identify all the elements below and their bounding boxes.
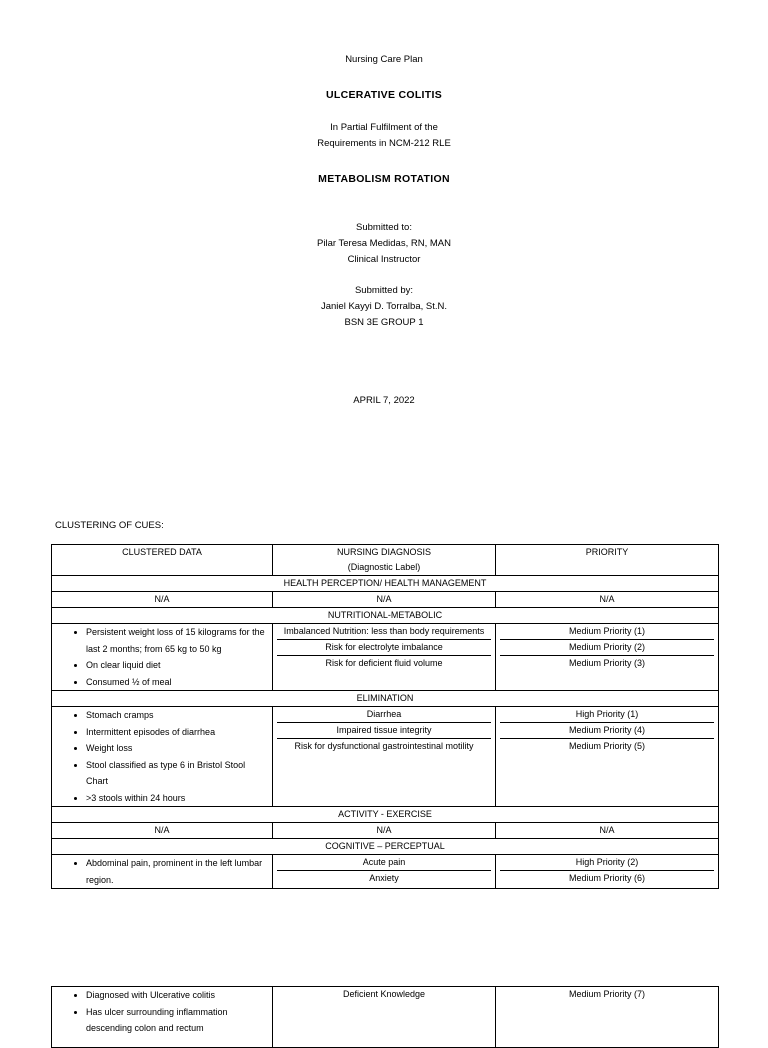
diagnosis-item: Acute pain [277, 855, 491, 871]
section-row [52, 576, 719, 592]
clustering-table [51, 544, 719, 889]
priority-item: Medium Priority (2) [500, 640, 714, 656]
section-health-perception: HEALTH PERCEPTION/ HEALTH MANAGEMENT [52, 576, 719, 592]
section-cognitive-perceptual: COGNITIVE – PERCEPTUAL [52, 839, 719, 855]
header-priority: PRIORITY [496, 545, 719, 576]
student-group: BSN 3E GROUP 1 [344, 317, 424, 328]
diagnosis-item: Impaired tissue integrity [277, 723, 491, 739]
instructor-name: Pilar Teresa Medidas, RN, MAN [317, 238, 451, 249]
cue-item: • Diagnosed with Ulcerative colitis [86, 987, 268, 1004]
cue-item: • Has ulcer surrounding inflammation descending colon and rectum [86, 1004, 268, 1037]
priority-cell: N/A [496, 823, 719, 839]
priority-item: Medium Priority (1) [500, 624, 714, 640]
student-name: Janiel Kayyi D. Torralba, St.N. [320, 301, 447, 312]
header-nursing-diagnosis-line1: NURSING DIAGNOSIS [336, 547, 431, 557]
clustering-table-continued [51, 986, 719, 1048]
priority-item: Medium Priority (4) [500, 723, 714, 739]
table-header-row [52, 545, 719, 576]
cue-cell [52, 855, 273, 889]
diagnosis-item: Risk for deficient fluid volume [325, 658, 443, 668]
cue-item: • Weight loss [86, 740, 268, 757]
submission-date: APRIL 7, 2022 [353, 395, 415, 406]
priority-cell [496, 624, 719, 691]
cue-cell [52, 624, 273, 691]
diagnosis-item: Risk for electrolyte imbalance [277, 640, 491, 656]
priority-item: High Priority (1) [500, 707, 714, 723]
priority-item: High Priority (2) [500, 855, 714, 871]
priority-cell [496, 707, 719, 807]
header-nursing-diagnosis [273, 545, 496, 576]
fulfilment-line-2: Requirements in NCM-212 RLE [317, 138, 451, 149]
section-row [52, 691, 719, 707]
cue-cell [52, 707, 273, 807]
diagnosis-cell: N/A [273, 592, 496, 608]
diagnosis-cell: N/A [273, 823, 496, 839]
table-row [52, 855, 719, 889]
cue-cell: N/A [52, 823, 273, 839]
priority-item: Medium Priority (3) [568, 658, 645, 668]
section-row [52, 839, 719, 855]
header-clustered-data: CLUSTERED DATA [52, 545, 273, 576]
priority-cell: N/A [496, 592, 719, 608]
diagnosis-item: Anxiety [369, 873, 399, 883]
cue-cell: N/A [52, 592, 273, 608]
diagnosis-item: Risk for dysfunctional gastrointestinal motility [294, 741, 474, 751]
diagnosis-cell [273, 855, 496, 889]
cue-item: • Stomach cramps [86, 707, 268, 724]
section-row [52, 807, 719, 823]
cue-item: • Persistent weight loss of 15 kilograms for the last 2 months; from 65 kg to 50 kg [86, 624, 268, 657]
section-row [52, 608, 719, 624]
rotation-title: METABOLISM ROTATION [318, 173, 450, 185]
document-type: Nursing Care Plan [345, 54, 423, 65]
submitted-to-label: Submitted to: [356, 222, 412, 233]
document-title: ULCERATIVE COLITIS [325, 89, 443, 101]
table-row [52, 624, 719, 691]
priority-cell [496, 855, 719, 889]
diagnosis-cell [273, 707, 496, 807]
diagnosis-cell [273, 624, 496, 691]
table-row [52, 592, 719, 608]
priority-item: Medium Priority (6) [568, 873, 645, 883]
priority-item: Medium Priority (5) [568, 741, 645, 751]
section-nutritional-metabolic: NUTRITIONAL-METABOLIC [52, 608, 719, 624]
diagnosis-cell: Deficient Knowledge [273, 987, 496, 1048]
submitted-by-label: Submitted by: [354, 285, 414, 296]
cue-item: • Intermittent episodes of diarrhea [86, 724, 268, 741]
diagnosis-item: Imbalanced Nutrition: less than body requirements [277, 624, 491, 640]
section-elimination: ELIMINATION [52, 691, 719, 707]
cue-cell [52, 987, 273, 1048]
cue-item: • Consumed ½ of meal [86, 674, 268, 691]
table-row [52, 823, 719, 839]
cue-item: • >3 stools within 24 hours [86, 790, 268, 807]
fulfilment-line-1: In Partial Fulfilment of the [330, 122, 438, 133]
header-nursing-diagnosis-line2: (Diagnostic Label) [347, 562, 421, 572]
table-row [52, 987, 719, 1048]
diagnosis-item: Diarrhea [277, 707, 491, 723]
cue-item: • On clear liquid diet [86, 657, 268, 674]
clustering-heading: CLUSTERING OF CUES: [55, 520, 164, 531]
table-row [52, 707, 719, 807]
cue-item: • Abdominal pain, prominent in the left lumbar region. [86, 855, 268, 888]
cue-item: • Stool classified as type 6 in Bristol Stool Chart [86, 757, 268, 790]
section-activity-exercise: ACTIVITY - EXERCISE [52, 807, 719, 823]
instructor-role: Clinical Instructor [347, 254, 421, 265]
priority-cell: Medium Priority (7) [496, 987, 719, 1048]
